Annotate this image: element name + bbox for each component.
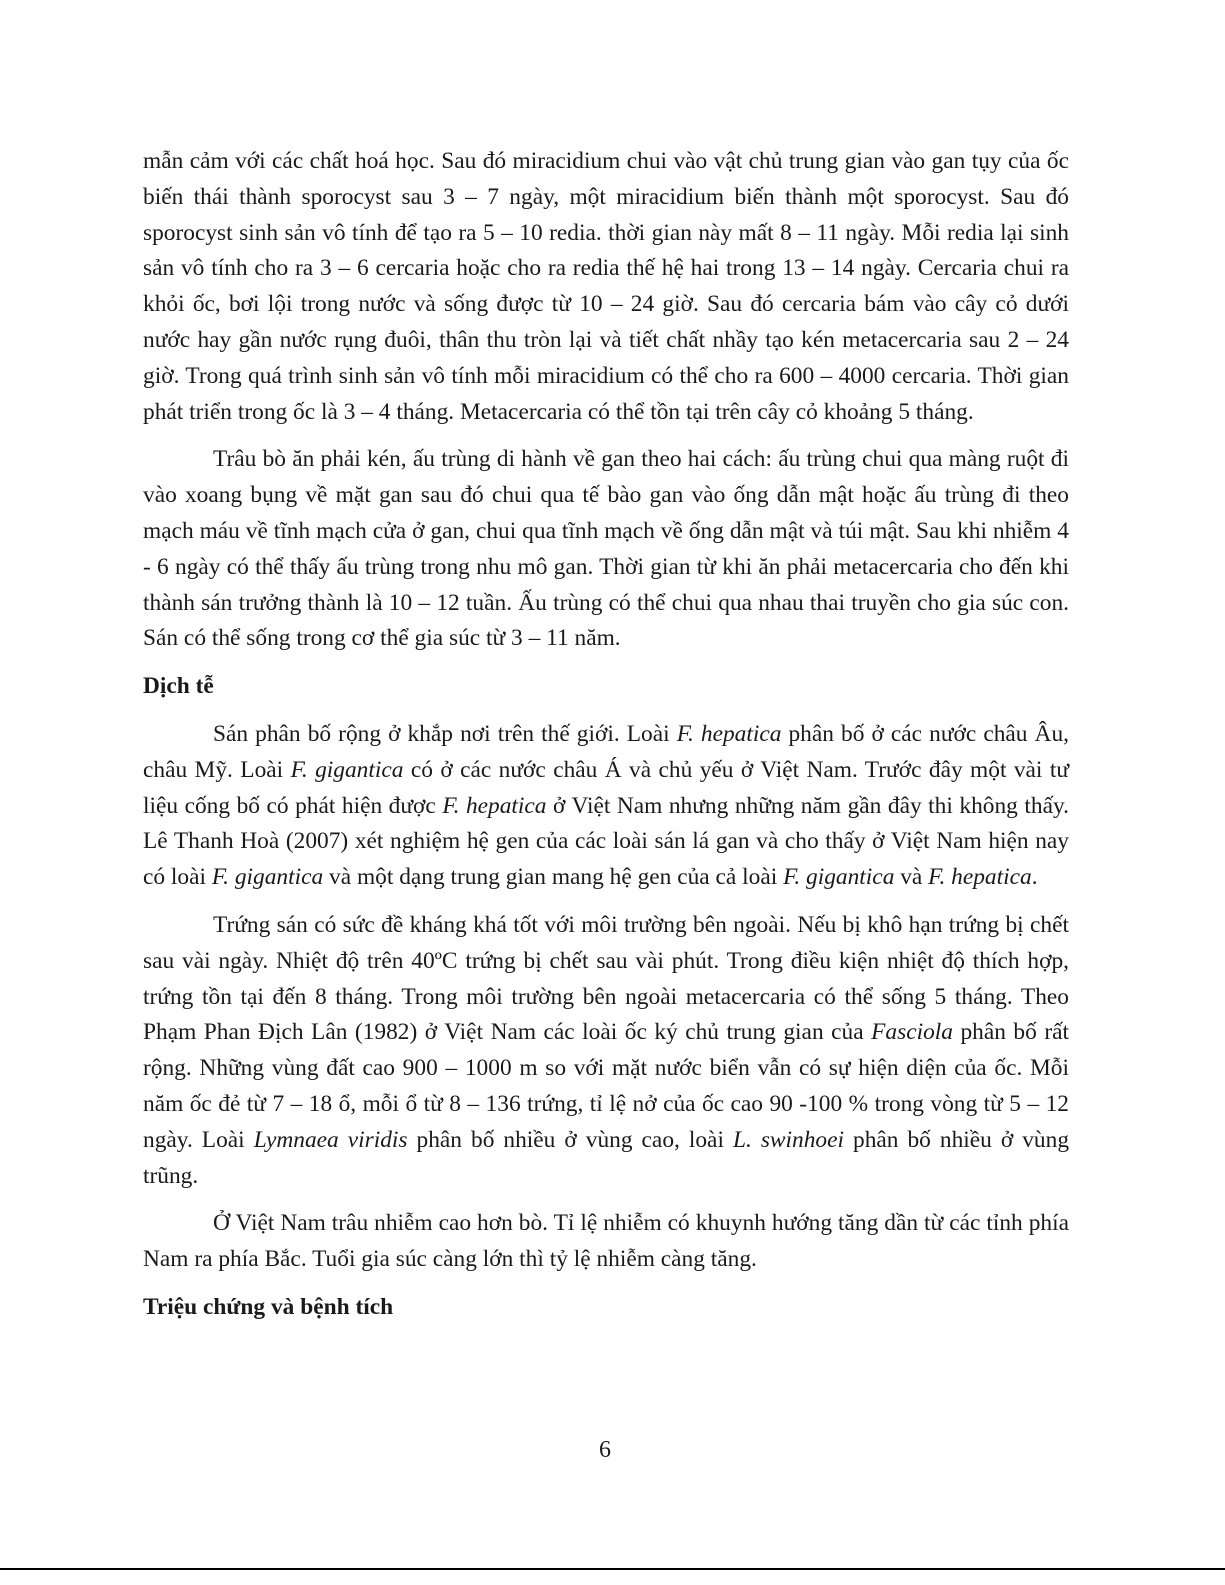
text-run: phân bố nhiều ở vùng trũng. xyxy=(143,1126,1070,1189)
text-run: Ở Việt Nam trâu nhiễm cao hơn bò. Tỉ lệ nhiễm có khuynh hướng tăng dần từ các tỉnh phía Nam ra phía Bắc. Tuổi gia súc càng lớn thì tỷ lệ nhiễm càng tăng. xyxy=(143,1210,1069,1273)
text-run: Triệu chứng và bệnh tích xyxy=(143,1293,394,1320)
paragraph-infection-rate xyxy=(143,1206,1069,1278)
italic-species-name: Fasciola xyxy=(871,1019,953,1046)
section-heading-epidemiology xyxy=(143,669,1069,705)
text-run: Trâu bò ăn phải kén, ấu trùng di hành về gan theo hai cách: ấu trùng chui qua màng ruột đi vào xoang bụng về mặt gan sau đó chui qua tế bào gan vào ống dẫn mật hoặc ấu trùng đi theo mạch máu về tĩnh mạch cửa ở gan, chui qua tĩnh mạch về ống dẫn mật và túi mật. Sau khi nhiễm 4 - 6 ngày có thể thấy ấu trùng trong nhu mô gan. Thời gian từ khi ăn phải metacercaria cho đến khi thành sán trưởng thành là 10 – 12 tuần. Ấu trùng có thể chui qua nhau thai truyền cho gia súc con. Sán có thể sống trong cơ thể gia súc từ 3 – 11 năm. xyxy=(143,446,1069,652)
text-run: phân bố ở các nước châu Âu, châu Mỹ. Loài xyxy=(143,720,1069,783)
text-run: mẫn cảm với các chất hoá học. Sau đó miracidium chui vào vật chủ trung gian vào gan tụy của ốc biến thái thành sporocyst sau 3 – 7 ngày, một miracidium biến thành một sporocyst. Sau đó sporocyst sinh sản vô tính để tạo ra 5 – 10 redia. thời gian này mất 8 – 11 ngày. Mỗi redia lại sinh sản vô tính cho ra 3 – 6 cercaria hoặc cho ra redia thế hệ hai trong 13 – 14 ngày. Cercaria chui ra khỏi ốc, bơi lội trong nước và sống được từ 10 – 24 giờ. Sau đó cercaria bám vào cây cỏ dưới nước hay gần nước rụng đuôi, thân thu tròn lại và tiết chất nhầy tạo kén metacercaria sau 2 – 24 giờ. Trong quá trình sinh sản vô tính mỗi miracidium có thể cho ra 600 – 4000 cercaria. Thời gian phát triển trong ốc là 3 – 4 tháng. Metacercaria có thể tồn tại trên cây cỏ khoảng 5 tháng. xyxy=(143,148,1069,425)
italic-species-name: F. hepatica xyxy=(928,864,1032,891)
page-number: 6 xyxy=(599,1437,611,1463)
text-run: và xyxy=(894,864,929,891)
text-run: . xyxy=(1031,864,1038,891)
paragraph-egg-resistance xyxy=(143,908,1069,1194)
paragraph-distribution xyxy=(143,717,1069,896)
text-run: ở Việt Nam nhưng những năm gần đây thi không thấy. Lê Thanh Hoà (2007) xét nghiệm hệ gen của các loài sán lá gan và cho thấy ở Việt Nam hiện nay có loài xyxy=(143,792,1069,891)
paragraph-life-cycle xyxy=(143,144,1069,430)
italic-species-name: F. hepatica xyxy=(442,792,547,819)
section-heading-symptoms xyxy=(143,1290,1069,1326)
text-run: Sán phân bố rộng ở khắp nơi trên thế giới. Loài xyxy=(213,720,677,747)
italic-species-name: F. hepatica xyxy=(676,720,782,747)
italic-species-name: F. gigantica xyxy=(211,864,324,891)
text-run: có ở các nước châu Á và chủ yếu ở Việt Nam. Trước đây một vài tư liệu cống bố có phát hiện được xyxy=(143,756,1070,819)
italic-species-name: F. gigantica xyxy=(290,756,404,783)
text-run: phân bố rất rộng. Những vùng đất cao 900 – 1000 m so với mặt nước biển vẫn có sự hiện diện của ốc. Mỗi năm ốc đẻ từ 7 – 18 ổ, mỗi ổ từ 8 – 136 trứng, tỉ lệ nở của ốc cao 90 -100 % trong vòng từ 5 – 12 ngày. Loài xyxy=(143,1019,1069,1153)
italic-species-name: Lymnaea viridis xyxy=(253,1126,408,1153)
text-run: và một dạng trung gian mang hệ gen của cả loài xyxy=(323,864,784,891)
text-run: Dịch tễ xyxy=(143,673,214,700)
text-run: Trứng sán có sức đề kháng khá tốt với môi trường bên ngoài. Nếu bị khô hạn trứng bị chết sau vài ngày. Nhiệt độ trên 40ºC trứng bị chết sau vài phút. Trong điều kiện nhiệt độ thích hợp, trứng tồn tại đến 8 tháng. Trong môi trường bên ngoài metacercaria có thể sống 5 tháng. Theo Phạm Phan Địch Lân (1982) ở Việt Nam các loài ốc ký chủ trung gian của xyxy=(143,911,1069,1046)
italic-species-name: L. swinhoei xyxy=(732,1126,844,1153)
text-run: phân bố nhiều ở vùng cao, loài xyxy=(407,1126,733,1153)
page-body xyxy=(143,144,1069,1326)
page-bottom-border xyxy=(0,1568,1225,1570)
paragraph-infection-route xyxy=(143,442,1069,657)
italic-species-name: F. gigantica xyxy=(783,864,895,891)
